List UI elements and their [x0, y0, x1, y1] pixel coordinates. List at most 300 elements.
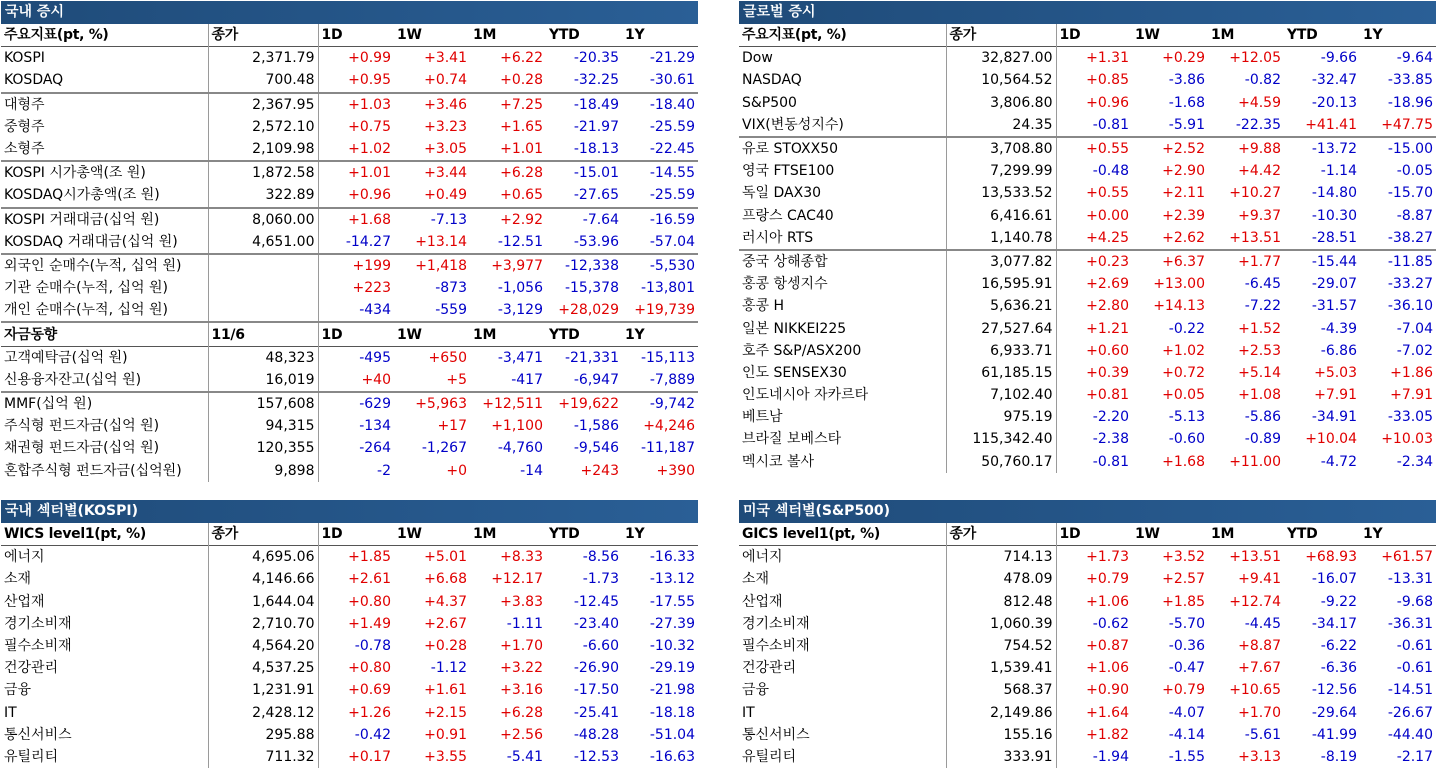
change-value: +0.74 [424, 72, 467, 89]
table-row [739, 679, 1436, 701]
change-value: +6.37 [1132, 250, 1208, 273]
change-value: +1.61 [424, 682, 467, 699]
change-value: -15.00 [1360, 137, 1436, 160]
change-value: +0.00 [1086, 207, 1129, 224]
close-value: 1,140.78 [946, 227, 1056, 250]
change-value: -15.70 [1387, 185, 1433, 202]
change-value: -4.45 [1244, 615, 1281, 632]
change-value: -15,378 [564, 280, 619, 297]
change-value: -30.61 [649, 72, 695, 89]
change-value: -18.49 [546, 93, 622, 116]
indicator-name: 에너지 [742, 549, 783, 566]
change-value: -14 [520, 462, 543, 479]
change-value: +1.82 [1086, 726, 1129, 743]
change-value: -0.89 [1244, 431, 1281, 448]
table-row [1, 277, 698, 299]
table-row [1, 460, 698, 482]
change-value: -5.91 [1168, 116, 1205, 133]
change-value: -36.31 [1387, 615, 1433, 632]
column-header: 주요지표(pt, %) [742, 27, 847, 44]
table-row [1, 299, 698, 322]
table-row [739, 160, 1436, 182]
indicator-name: 호주 S&P/ASX200 [742, 342, 862, 359]
indicator-name: 일본 NIKKEI225 [742, 320, 847, 337]
indicator-name: 중형주 [4, 118, 45, 135]
change-value: +2.56 [500, 726, 543, 743]
column-header: YTD [549, 526, 580, 543]
change-value: +3.46 [394, 93, 470, 116]
indicator-name: 외국인 순매수(누적, 십억 원) [1, 254, 208, 277]
change-value: +0.55 [1086, 185, 1129, 202]
close-value: 2,367.95 [208, 93, 318, 116]
close-value: 333.91 [946, 746, 1056, 768]
change-value: +8.33 [500, 549, 543, 566]
table-row [739, 227, 1436, 250]
change-value: +0.80 [348, 593, 391, 610]
change-value: +4,246 [643, 418, 695, 435]
table-row [1, 679, 698, 701]
indicator-name: 홍콩 H [742, 298, 785, 315]
change-value: +1.65 [500, 118, 543, 135]
close-value: 1,231.91 [208, 679, 318, 701]
change-value: -0.61 [1396, 660, 1433, 677]
panel-title: 국내 섹터별(KOSPI) [1, 500, 698, 523]
change-value: -20.13 [1311, 94, 1357, 111]
indicator-name: 베트남 [742, 409, 783, 426]
table-row [1, 254, 698, 277]
column-header: 1D [318, 322, 394, 346]
change-value: +0.72 [1162, 364, 1205, 381]
change-value: +2.90 [1162, 163, 1205, 180]
close-value: 115,342.40 [946, 428, 1056, 450]
indicator-name: Dow [742, 50, 773, 67]
change-value: +1.85 [348, 549, 391, 566]
table-row [1, 208, 698, 231]
table-row [1, 657, 698, 679]
change-value: -1,267 [421, 440, 467, 457]
change-value: -25.41 [573, 704, 619, 721]
table-row [739, 568, 1436, 590]
indicator-name: IT [742, 704, 755, 721]
change-value: -11.85 [1360, 250, 1436, 273]
indicator-name: 홍콩 항셍지수 [742, 276, 828, 293]
change-value: -7.02 [1396, 342, 1433, 359]
change-value: +0.99 [348, 50, 391, 67]
column-header: 1D [1059, 526, 1081, 543]
column-header: 종가 [208, 24, 318, 47]
change-value: -18.96 [1387, 94, 1433, 111]
table-row [739, 451, 1436, 473]
column-header: 1D [321, 526, 343, 543]
table-row [739, 69, 1436, 91]
change-value: -41.99 [1311, 726, 1357, 743]
change-value: +0.55 [1056, 137, 1132, 160]
change-value: -14.80 [1311, 185, 1357, 202]
change-value: -2.38 [1092, 431, 1129, 448]
change-value: +1.85 [1162, 593, 1205, 610]
change-value: +1.01 [318, 161, 394, 184]
indicator-name: KOSPI 시가총액(조 원) [1, 161, 208, 184]
change-value: +12,511 [470, 392, 546, 415]
indicator-name: 멕시코 볼사 [742, 453, 815, 470]
close-value: 2,109.98 [208, 138, 318, 161]
change-value: +2.52 [1132, 137, 1208, 160]
close-value: 568.37 [946, 679, 1056, 701]
change-value: +0.79 [1162, 682, 1205, 699]
indicator-name: 고객예탁금(십억 원) [4, 349, 128, 366]
change-value: +14.13 [1153, 298, 1205, 315]
change-value: -6,947 [573, 371, 619, 388]
change-value: -12.56 [1311, 682, 1357, 699]
change-value: -495 [359, 349, 391, 366]
change-value: +17 [437, 418, 467, 435]
change-value: -0.81 [1092, 116, 1129, 133]
change-value: +3.52 [1162, 549, 1205, 566]
change-value: +1.02 [1162, 342, 1205, 359]
close-value: 3,077.82 [946, 250, 1056, 273]
indicator-name: KOSDAQ시가총액(조 원) [4, 187, 160, 204]
change-value: -22.45 [649, 141, 695, 158]
indicator-name: KOSPI [4, 50, 45, 67]
change-value: +0.85 [1086, 72, 1129, 89]
close-value: 120,355 [208, 437, 318, 459]
change-value: -20.35 [573, 50, 619, 67]
change-value: +0.69 [348, 682, 391, 699]
change-value: -53.96 [573, 233, 619, 250]
indicator-name: 러시아 RTS [742, 229, 814, 246]
close-value: 9,898 [208, 460, 318, 482]
change-value: -9,546 [573, 440, 619, 457]
table-row [739, 635, 1436, 657]
change-value: -559 [435, 302, 467, 319]
close-value: 10,564.52 [946, 69, 1056, 91]
change-value: +13.00 [1153, 276, 1205, 293]
indicator-name: 소재 [742, 571, 770, 588]
section-header-label: 자금동향 [1, 322, 208, 346]
change-value: -21.98 [649, 682, 695, 699]
change-value: +0.39 [1086, 364, 1129, 381]
indicator-name: 영국 FTSE100 [742, 163, 835, 180]
change-value: +2.39 [1162, 207, 1205, 224]
table-row [739, 384, 1436, 406]
change-value: -15.44 [1284, 250, 1360, 273]
table-row [739, 137, 1436, 160]
change-value: +13.51 [1229, 229, 1281, 246]
change-value: -8.19 [1320, 748, 1357, 765]
close-value: 61,185.15 [946, 362, 1056, 384]
close-value: 6,416.61 [946, 205, 1056, 227]
change-value: -0.61 [1396, 638, 1433, 655]
indicator-name: MMF(십억 원) [1, 392, 208, 415]
change-value: -2 [377, 462, 391, 479]
indicator-name: 중국 상해종합 [739, 250, 946, 273]
change-value: -12,338 [546, 254, 622, 277]
change-value: -5.86 [1244, 409, 1281, 426]
table-header-row [739, 523, 1436, 546]
domestic-market-panel [1, 1, 698, 482]
change-value: +2.61 [348, 571, 391, 588]
indicator-name: 에너지 [4, 549, 45, 566]
panel-title: 미국 섹터별(S&P500) [739, 500, 1436, 523]
table-row [1, 415, 698, 437]
change-value: +8.87 [1238, 638, 1281, 655]
close-value: 4,564.20 [208, 635, 318, 657]
change-value: -6.60 [582, 638, 619, 655]
change-value: +1.52 [1238, 320, 1281, 337]
change-value: -2.34 [1396, 453, 1433, 470]
close-value: 700.48 [208, 69, 318, 92]
change-value: -0.36 [1168, 638, 1205, 655]
change-value: -15,113 [640, 349, 695, 366]
change-value: +10.03 [1381, 431, 1433, 448]
table-row [739, 657, 1436, 679]
table-row [739, 724, 1436, 746]
column-header: 1Y [1363, 27, 1383, 44]
change-value: -0.47 [1168, 660, 1205, 677]
change-value: +6.28 [470, 161, 546, 184]
indicator-name: 브라질 보베스타 [742, 431, 842, 448]
close-value: 975.19 [946, 406, 1056, 428]
close-value: 1,872.58 [208, 161, 318, 184]
column-header: 1W [1135, 27, 1160, 44]
close-value: 4,537.25 [208, 657, 318, 679]
change-value: +1.06 [1086, 593, 1129, 610]
change-value: -7,889 [649, 371, 695, 388]
change-value: -44.40 [1387, 726, 1433, 743]
change-value: +7.91 [1390, 387, 1433, 404]
change-value: -34.17 [1311, 615, 1357, 632]
change-value: +28,029 [558, 302, 619, 319]
column-header: 종가 [946, 523, 1056, 546]
column-header: 1W [397, 526, 422, 543]
change-value: +19,739 [634, 302, 695, 319]
table-row [739, 273, 1436, 295]
change-value: +3.13 [1238, 748, 1281, 765]
change-value: +1,100 [491, 418, 543, 435]
change-value: -17.50 [573, 682, 619, 699]
indicator-name: 금융 [742, 682, 770, 699]
column-header: YTD [1287, 526, 1318, 543]
change-value: -10.30 [1311, 207, 1357, 224]
change-value: -32.47 [1311, 72, 1357, 89]
section-header-row [1, 322, 698, 346]
change-value: +3.83 [500, 593, 543, 610]
table-row [739, 406, 1436, 428]
change-value: +2.15 [424, 704, 467, 721]
table-row [1, 184, 698, 207]
close-value: 6,933.71 [946, 340, 1056, 362]
indicator-name: 건강관리 [4, 660, 59, 677]
change-value: +13.14 [415, 233, 467, 250]
change-value: -27.39 [649, 615, 695, 632]
column-header: YTD [549, 27, 580, 44]
table-row [739, 114, 1436, 137]
change-value: +0.29 [1162, 50, 1205, 67]
change-value: +0.05 [1162, 387, 1205, 404]
close-value: 155.16 [946, 724, 1056, 746]
table-row [739, 746, 1436, 768]
table-row [739, 428, 1436, 450]
close-value: 1,060.39 [946, 613, 1056, 635]
close-value: 2,149.86 [946, 702, 1056, 724]
change-value: -0.78 [354, 638, 391, 655]
change-value: -6.45 [1244, 276, 1281, 293]
change-value: +68.93 [1305, 549, 1357, 566]
change-value: +4.37 [424, 593, 467, 610]
change-value: -5.41 [506, 748, 543, 765]
indicator-name: IT [4, 704, 17, 721]
change-value: -1.12 [430, 660, 467, 677]
change-value: +2.67 [424, 615, 467, 632]
table-row [1, 746, 698, 768]
table-row [739, 546, 1436, 569]
change-value: -1,056 [497, 280, 543, 297]
change-value: +40 [361, 371, 391, 388]
change-value: -134 [359, 418, 391, 435]
change-value: -3.86 [1168, 72, 1205, 89]
close-value: 1,644.04 [208, 591, 318, 613]
change-value: +3.41 [424, 50, 467, 67]
change-value: +1.64 [1086, 704, 1129, 721]
change-value: -9.66 [1320, 50, 1357, 67]
change-value: -15.01 [546, 161, 622, 184]
table-row [1, 568, 698, 590]
change-value: +5.03 [1314, 364, 1357, 381]
change-value: -11,187 [640, 440, 695, 457]
change-value: -4.72 [1320, 453, 1357, 470]
table-header-row [1, 24, 698, 47]
table-row [1, 231, 698, 254]
close-value: 157,608 [208, 392, 318, 415]
change-value: +0.80 [348, 660, 391, 677]
change-value: -29.19 [649, 660, 695, 677]
change-value: -9.22 [1320, 593, 1357, 610]
change-value: -0.60 [1168, 431, 1205, 448]
change-value: -13,801 [640, 280, 695, 297]
market-table [739, 24, 1436, 473]
table-row [1, 116, 698, 138]
indicator-name: 인도네시아 자카르타 [742, 387, 869, 404]
table-row [739, 613, 1436, 635]
indicator-name: 필수소비재 [742, 638, 810, 655]
change-value: +1.77 [1208, 250, 1284, 273]
table-row [739, 92, 1436, 114]
change-value: +3.23 [424, 118, 467, 135]
indicator-name: 건강관리 [742, 660, 797, 677]
us-sector-panel [739, 500, 1436, 768]
indicator-name: KOSDAQ 거래대금(십억 원) [4, 233, 178, 250]
table-row [739, 295, 1436, 317]
change-value: +1.06 [1086, 660, 1129, 677]
indicator-name: 혼합주식형 펀드자금(십억원) [4, 462, 182, 479]
change-value: +0.28 [424, 638, 467, 655]
table-row [1, 138, 698, 161]
change-value: -6.22 [1320, 638, 1357, 655]
change-value: +61.57 [1381, 549, 1433, 566]
change-value: +2.80 [1086, 298, 1129, 315]
change-value: -5.61 [1244, 726, 1281, 743]
change-value: -7.04 [1396, 320, 1433, 337]
change-value: +223 [352, 280, 391, 297]
change-value: -28.51 [1311, 229, 1357, 246]
change-value: -9,742 [622, 392, 698, 415]
change-value: +12.05 [1229, 50, 1281, 67]
close-value: 3,806.80 [946, 92, 1056, 114]
change-value: -8.56 [582, 549, 619, 566]
close-value: 714.13 [946, 546, 1056, 569]
indicator-name: 유틸리티 [4, 748, 59, 765]
column-header: GICS level1(pt, %) [742, 526, 880, 543]
change-value: -1,586 [573, 418, 619, 435]
change-value: -3,471 [497, 349, 543, 366]
change-value: -7.64 [546, 208, 622, 231]
indicator-name: 통신서비스 [4, 726, 72, 743]
close-value: 754.52 [946, 635, 1056, 657]
column-header: 1M [473, 526, 497, 543]
change-value: +9.37 [1238, 207, 1281, 224]
change-value: -1.14 [1320, 163, 1357, 180]
change-value: -57.04 [649, 233, 695, 250]
indicator-name: 유틸리티 [742, 748, 797, 765]
close-value: 24.35 [946, 114, 1056, 137]
change-value: -14.27 [345, 233, 391, 250]
market-table [1, 24, 698, 482]
indicator-name: NASDAQ [742, 72, 802, 89]
close-value: 7,102.40 [946, 384, 1056, 406]
change-value: -0.62 [1092, 615, 1129, 632]
change-value: +4.25 [1086, 229, 1129, 246]
close-value: 13,533.52 [946, 182, 1056, 204]
table-row [739, 702, 1436, 724]
change-value: -14.51 [1387, 682, 1433, 699]
column-header: 1Y [1363, 526, 1383, 543]
indicator-name: 산업재 [4, 593, 45, 610]
table-row [1, 346, 698, 369]
change-value: +0.23 [1056, 250, 1132, 273]
change-value: +0.90 [1086, 682, 1129, 699]
change-value: -25.59 [649, 118, 695, 135]
change-value: +0.96 [348, 187, 391, 204]
change-value: -18.18 [649, 704, 695, 721]
change-value: +0.49 [424, 187, 467, 204]
change-value: +0.96 [1086, 94, 1129, 111]
panel-title: 글로벌 증시 [739, 1, 1436, 24]
change-value: -12.45 [573, 593, 619, 610]
change-value: +10.27 [1229, 185, 1281, 202]
change-value: -6.36 [1320, 660, 1357, 677]
close-value: 4,651.00 [208, 231, 318, 254]
change-value: +6.68 [424, 571, 467, 588]
change-value: +1.73 [1086, 549, 1129, 566]
change-value: +13.51 [1229, 549, 1281, 566]
change-value: +5.14 [1238, 364, 1281, 381]
change-value: -434 [359, 302, 391, 319]
change-value: -13.31 [1387, 571, 1433, 588]
change-value: +1.03 [318, 93, 394, 116]
change-value: -36.10 [1387, 298, 1433, 315]
change-value: -21.97 [573, 118, 619, 135]
table-row [1, 437, 698, 459]
change-value: -17.55 [649, 593, 695, 610]
column-header: 1Y [622, 322, 698, 346]
indicator-name: 소재 [4, 571, 32, 588]
close-value: 2,572.10 [208, 116, 318, 138]
indicator-name: KOSDAQ [4, 72, 64, 89]
change-value: +6.28 [500, 704, 543, 721]
change-value: +7.67 [1238, 660, 1281, 677]
change-value: -0.42 [354, 726, 391, 743]
table-row [1, 702, 698, 724]
